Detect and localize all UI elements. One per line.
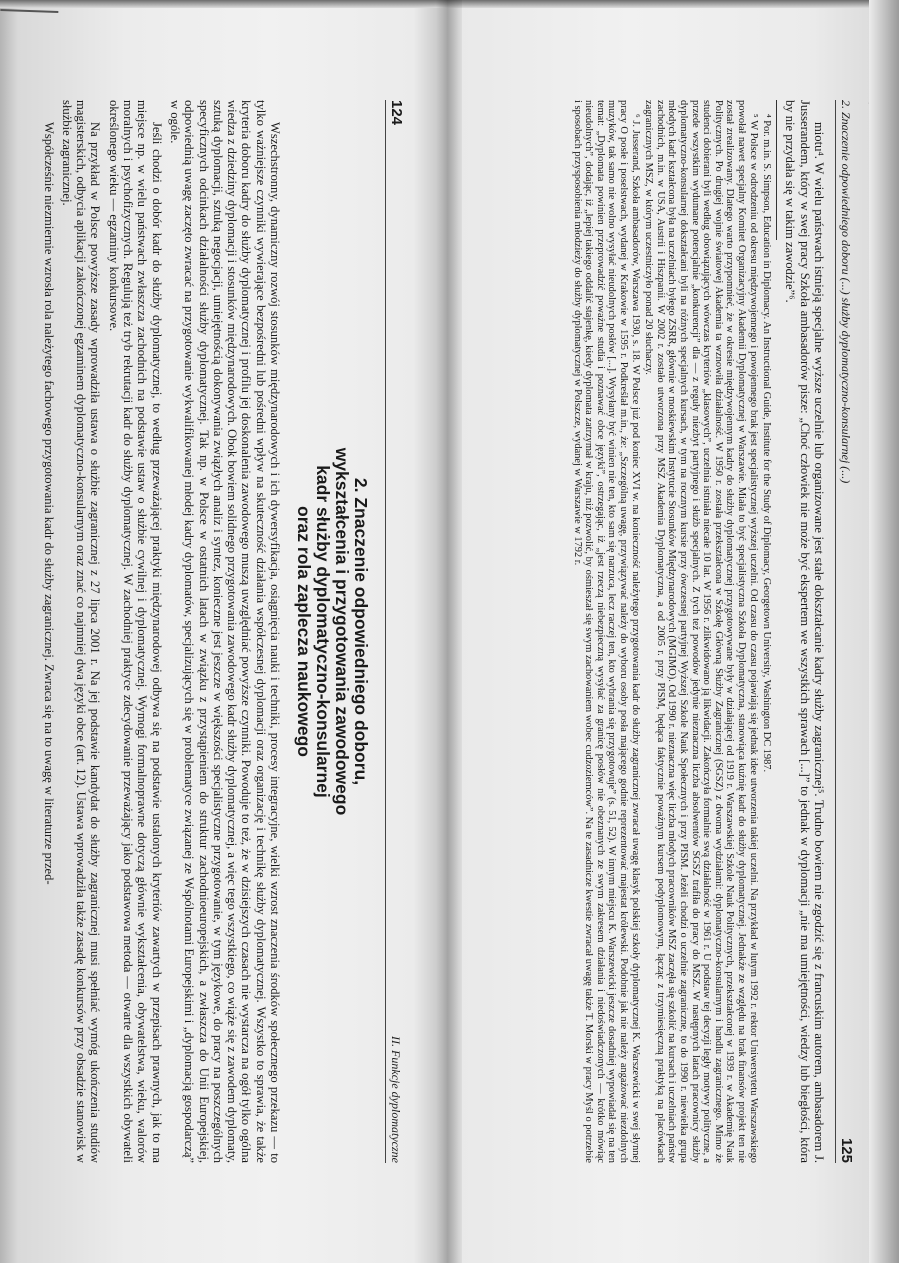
page-body bbox=[1, 100, 376, 1163]
body-paragraph: Wszechstronny, dynamiczny rozwój stosunków międzynarodowych i ich dywersyfikacja, osiągnięcia nauki i techniki, procesy integracyjne, wielki wzrost znaczenia środków społecznego przekazu — to tylko ważniejsze czynniki wywierające bezpośredni lub pośredni wpływ na skuteczność działania współczesnej dyplomacji oraz organizację i technikę służby dyplomatycznej. Wszystko to sprawia, że także kryteria doboru kadry do służby dyplomatycznej i profilu jej doskonalenia zawodowego muszą uwzględniać powyższe czynniki. Powoduje to też, że w dzisiejszych czasach nie wystarcza na ogół tylko ogólna wiedza z dziedziny dyplomacji i stosunków międzynarodowych. Obok bowiem solidnego przygotowania zawodowego kadr służby dyplomatycznej, a więc tego wszystkiego, co wiąże się z zawodem dyplomaty, sztuką dyplomacji, sztuką negocjacji, umiejętnością dokonywania związłych analiz i syntez, konieczne jest jeszcze w większości specjalistyczne przygotowanie, w tym językowe, do pracy na poszczególnych specyficznych odcinkach działalności służby dyplomatycznej. Tak np. w Polsce w ostatnich latach w związku z przystąpieniem do struktur zachodnioeuropejskich, a zwłaszcza do Unii Europejskiej, odpowiednią uwagę zaczęto zwracać na przygotowanie wykwalifikowanej młodej kadry dyplomatów, specjalizujących się w problematyce związanej ze Wspólnotami Europejskimi i „dyplomacją gospodarczą” w ogóle. bbox=[167, 100, 282, 1163]
page-body bbox=[451, 100, 826, 1163]
page-125 bbox=[437, 0, 886, 1263]
running-head: 2. Znaczenie odpowiedniego doboru (...) służby dyplomatyczno-konsularnej (...) bbox=[839, 100, 853, 484]
title-line: wykształcenia i przygotowania zawodowego bbox=[332, 447, 352, 816]
footnote: ⁵ W Polsce w odrodzeniu od okresu międzywojennego i powojennego brak jest specjalistycznej wyższej uczelni. Od czasu do czasu pojawiają się jednak idee utworzenia takiej uczelni. Na przykład w lutym 1992 r. rektor Uniwersytetu Warszawskiego powołał nawet specjalny Komitet Organizacyjny Akademii Dyplomatycznej w Warszawie. Miała to być specjalistyczna Szkoła Dyplomatyczna, stanowiąca kuźnię kadr do służby dyplomatycznej. Jednakże ze względu na brak finansów projekt ten nie został zrealizowany. Dlatego warto przypomnieć, że w okresie międzywojennym kadry do służby dyplomatycznej przygotowywane były w działającej od 1919 r. Warszawskiej Szkole Nauk Politycznych, przekształconej w 1939 r. w Akademię Nauk Politycznych. Po drugiej wojnie światowej Akademia ta wznowiła działalność. W 1950 r. została przekształcona w Szkołę Główną Służby Zagranicznej (SGSZ) z dwoma wydziałami: dyplomatyczno-konsularnym i handlu zagranicznego. Mimo że studenci dobierani byli według obowiązujących wówczas kryteriów „klasowych”, uczelnia istniała niecałe 10 lat. W 1956 r. zlikwidowano ją likwidacji. Zakończyła formalnie swą działalność w 1961 r. U podstaw tej decyzji legły motywy polityczne, a przede wszystkim wydumane potencjalnie „konkurencji” dla — z reguły niezbyt partyjnego i służb specjalnych. Z tych też powodów jedynie nieznaczna liczba absolwentów SGSZ trafiła do pracy do MSZ. W następnych latach pracownicy służby dyplomatyczno-konsularnej dokształcani byli na różnych specjalnych kursach, w tym na rocznym kursie przy ówczesnej partyjnej Wyższej Szkole Nauk Społecznych i przy PISM. Jeżeli chodzi o uczelnie zagraniczne, to do 1990 r. niewielka grupa młodych kadr kształcona była na uczelniach byłego ZSRR, głównie w moskiewskim Instytucie Stosunków Międzynarodowych (MGIMO). Od 1990 r. nieznaczna więc liczba młodych pracowników MSZ zaczęła się szkolić na kursach i uczelniach państw zachodnich, m.in. w USA, Austrii i Hiszpanii. W 2002 r. zostało utworzona przy MSZ Akademia Dyplomatyczna, a od 2005 r. przy PISM, będąca faktycznie poważnym kursem podyplomowym, łącząc z trzymiesięczną praktyką na placówkach zagranicznych MSZ, w którym uczestniczyło ponad 20 słuchaczy. bbox=[643, 100, 759, 1163]
body-paragraph: Na przykład w Polsce powyższe zasady wprowadziła ustawa o służbie zagranicznej z 27 lipca 2001 r. Na jej podstawie kandydat do służby zagranicznej musi spełniać wymóg ukończenia studiów magisterskich, odbycia aplikacji zakończonej egzaminem dyplomatyczno-konsularnym oraz znać co najmniej dwa języki obce (art. 12). Ustawa wprowadziła także zasadę konkursów przy obsadzie stanowisk w służbie zagranicznej. bbox=[59, 100, 103, 1163]
page-124 bbox=[0, 0, 436, 1263]
footnote: ⁴ Por. m.in. S. Simpson, Education in Diplomacy. An Instructional Guide, Institute for the Study of Diplomacy, Georgetown University, Washington DC 1987. bbox=[761, 114, 773, 773]
footnote: ⁶ J. Jusserand, Szkoła ambasadorów, Warszawa 1930, s. 18. W Polsce już pod koniec XVI w. na konieczność należytego przygotowania kadr do służby zagranicznej zwracał uwagę klasyk polskiej szkoły dyplomatycznej K. Warszewicki w swej słynnej pracy O posłe i poselstwach, wydanej w Krakowie w 1595 r. Podkreślał m.in., że: „Szczególną uwagę, przywiązywać należy do wyboru osoby posła mającego godnie reprezentować majestat królewski. Podobnie jak nie należy angażować niezdolnych muzyków, tak samo nie wolno wysyłać nieudolnych posłów [...]. Wysyłany być winien nie ten, kto sam się narzuca, lecz raczej ten, kto wybrania się przygotowuje” (s. 51, 52). W innym miejscu K. Warszewicki jeszcze dosadniej wypowiadał się na ten temat: „Dyplomata powinien przeprowadzić poważne studia i poznawać obce języki”, ostrzegając, iż „jest rzeczą niebezpieczną wysyłać za granicę posłów nie obeznanych ze swym zakresem działania i niedoświadczonych — krótko mówiąc nieudolnych”, dodając, iż „lepiej takiego oddalić stajenkę, kiedy dyplomata zatrzymał w kraju, niż pozwolić, by ośmieszał się swym zachowaniem wobec cudzoziemców”. Na te zasadnicze kwestie zwracał uwagę także T. Morski w pracy Myśl o potrzebie i sposobach przysposobienia młodzieży do służby dyplomatycznej w Polszcze, wydanej w Warszawie w 1792 r. bbox=[571, 100, 641, 1163]
title-line: 2. Znaczenie odpowiedniego doboru, bbox=[351, 477, 371, 786]
page-header bbox=[385, 100, 408, 1163]
body-paragraph: Jeśli chodzi o dobór kadr do służby dyplomatycznej, to według przeważającej praktyki międzynarodowej odbywa się na podstawie ustalonych kryteriów zawartych w przepisach prawnych, jak to ma miejsce np. w wielu państwach zwłaszcza zachodnich na podstawie ustaw o służbie cywilnej i dyplomatycznej. Wymogi formalnoprawne dotyczą głównie wykształcenia, obywatelstwa, wieku, walorów moralnych i psychofizycznych. Regulują też tryb rekrutacji kadr do służby dyplomatycznej. W zachodniej praktyce zdecydowanie przeważający jako podstawowa metoda — otwarte dla wszystkich obywateli określonego wieku — egzaminy konkursowe. bbox=[106, 100, 164, 1163]
page-number: 124 bbox=[388, 100, 405, 126]
footnote-divider bbox=[776, 100, 777, 240]
body-paragraph: miotu⁴. W wielu państwach istnieją specjalne wyższe uczelnie lub organizowane jest stałe dokształcanie kadry służby zagranicznej⁵. Trudno bowiem nie zgodzić się z francuskim autorem, ambasadorem J. Jusserandem, który w swej pracy Szkoła ambasadorów pisze: „Choć człowiek nie może być ekspertem we wszystkich sprawach [...]” to jednak w dyplomacji „nie ma umiejętności, wiedzy lub biegłości, która by nie przydała się w takim zawodzie”⁶. bbox=[783, 100, 826, 1163]
running-head: II. Funkcje dyplomatyczne bbox=[389, 1036, 403, 1163]
body-paragraph: Współcześnie niezmiernie wzrosła rola należytego fachowego przygotowania kadr do służby zagranicznej. Zwraca się na to uwagę w literaturze przed- bbox=[41, 122, 56, 885]
section-title bbox=[294, 100, 370, 1163]
title-line: kadr służby dyplomatyczno-konsularnej bbox=[313, 465, 333, 798]
page-number: 125 bbox=[838, 1137, 855, 1163]
title-line: oraz rola zaplecza naukowego bbox=[294, 506, 314, 757]
page-header bbox=[835, 100, 858, 1163]
